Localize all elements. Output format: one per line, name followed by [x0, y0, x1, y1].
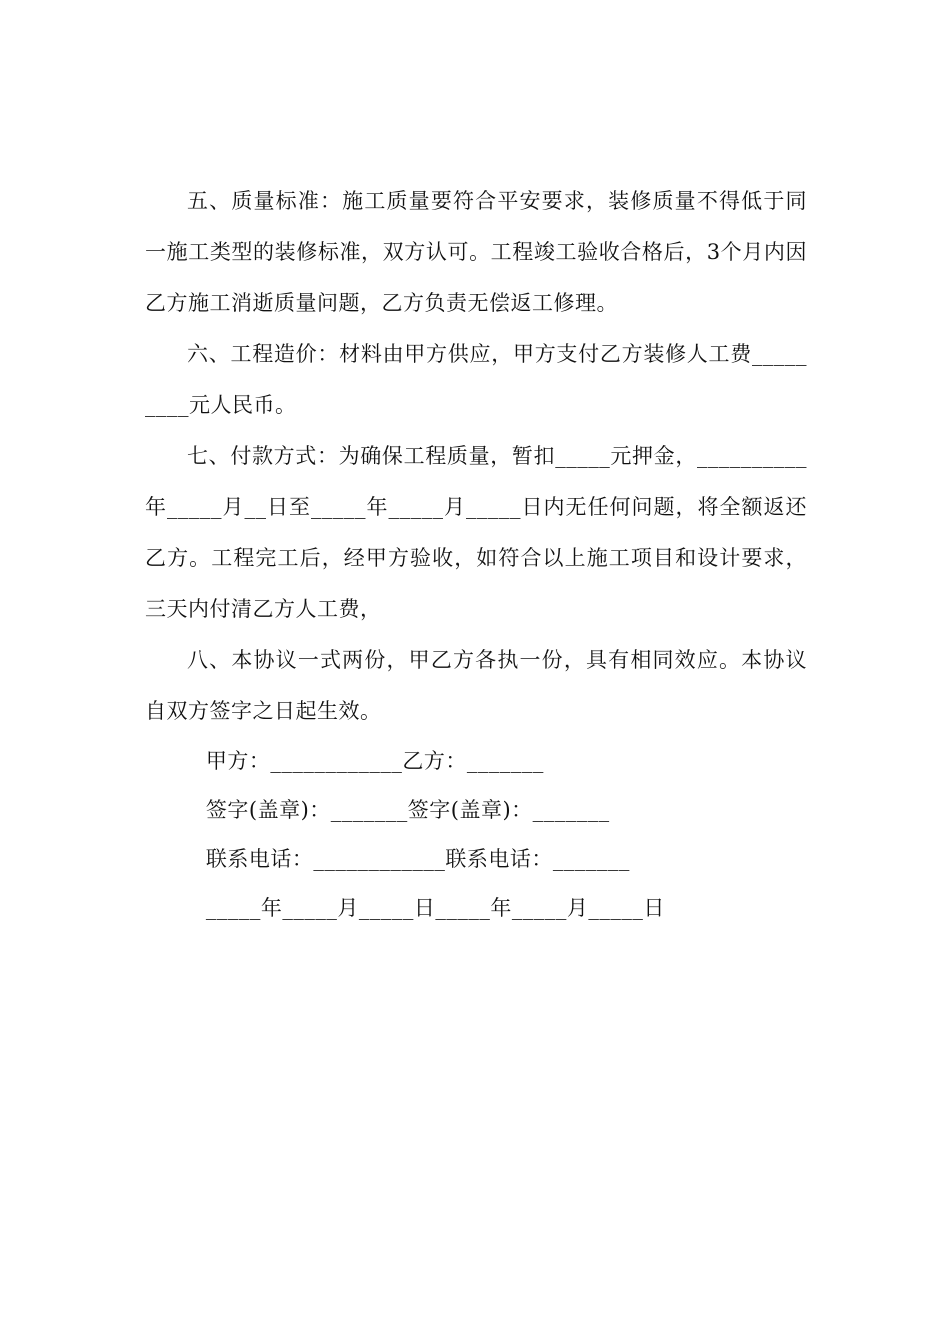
- seal-line: 签字(盖章)：_______签字(盖章)：_______: [205, 798, 610, 822]
- contract-body: [145, 176, 807, 933]
- clause-agreement-copies: 八、本协议一式两份，甲乙方各执一份，具有相同效应。本协议自双方签字之日起生效。: [145, 648, 807, 723]
- date-line: _____年_____月_____日_____年_____月_____日: [205, 896, 665, 920]
- clause-payment-method: 七、付款方式：为确保工程质量，暂扣_____元押金，__________年_____月__日至_____年_____月_____日内无任何问题，将全额返还乙方。工程完工后，经甲方验收，如符合以上施工项目和设计要求，三天内付清乙方人工费，: [145, 444, 807, 621]
- clause-quality-standard: 五、质量标准：施工质量要符合平安要求，装修质量不得低于同一施工类型的装修标准，双方认可。工程竣工验收合格后，3个月内因乙方施工消逝质量问题，乙方负责无偿返工修理。: [145, 189, 807, 315]
- signature-block: [145, 737, 807, 933]
- phone-line: 联系电话：____________联系电话：_______: [205, 847, 630, 871]
- parties-line: 甲方：____________乙方：_______: [205, 749, 544, 773]
- clause-project-cost: 六、工程造价：材料由甲方供应，甲方支付乙方装修人工费_________元人民币。: [145, 342, 807, 417]
